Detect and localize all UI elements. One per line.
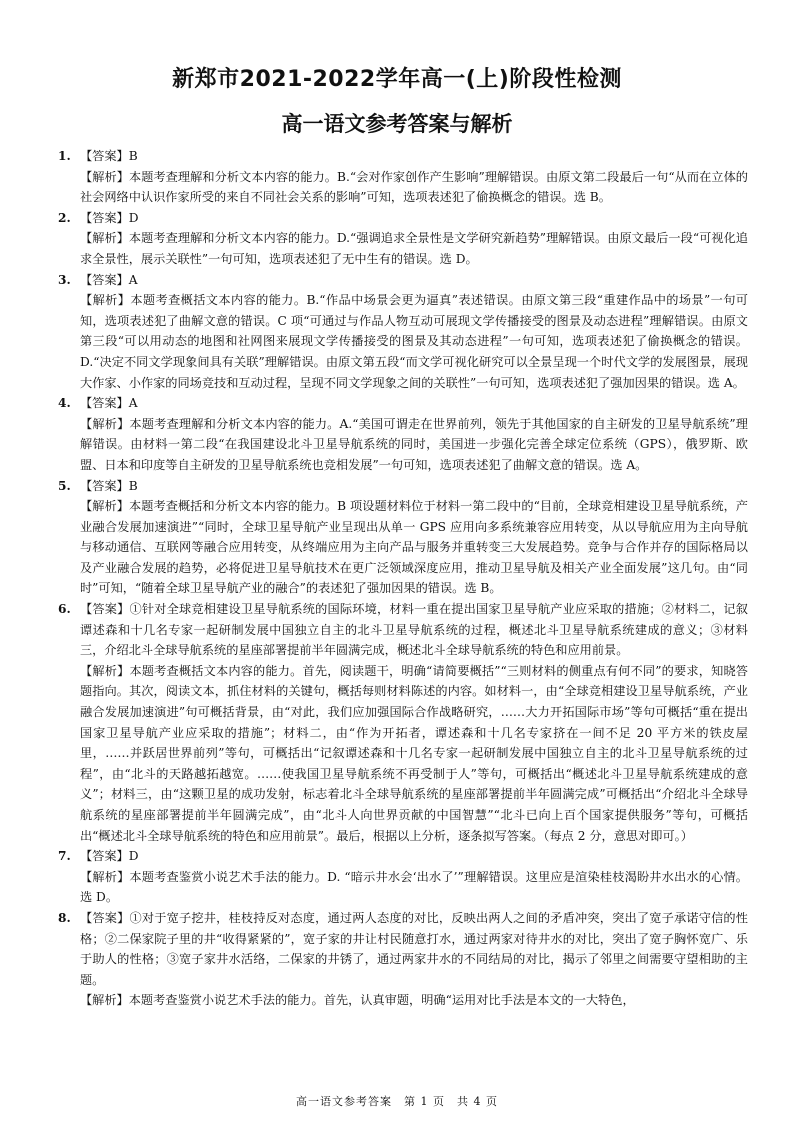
question-number: 1. [58,149,71,163]
explanation-text: 【解析】本题考查概括和分析文本内容的能力。B 项设题材料位于材料一第二段中的“目前，全球竞相建设卫星导航系统，产业融合发展加速演进”“同时，全球卫星导航产业呈现出从单一 GPS 应用向多系统兼容应用转变，从以导航应用为主向导航与移动通信、互联网等融合应用转变，从终端应用为主向产品与服务并重转变三大发展趋势。竞争与合作并存的国际格局以及产业融合发展的趋势，必将促进卫星导航技术在更广泛领域深度应用，推动卫星导航及相关产业全面发展”这几句。由“同时”可知，“随着全球卫星导航产业的融合”的表述犯了强加因果的错误。选 B。 [80,499,748,596]
answer-text: 【答案】B [80,149,138,163]
question-number: 6. [58,602,71,617]
explanation-text: 【解析】本题考查鉴赏小说艺术手法的能力。首先，认真审题，明确“运用对比手法是本文的一大特色， [80,993,635,1008]
question-number: 2. [58,210,71,225]
explanation-text: 【解析】本题考查概括文本内容的能力。B.“作品中场景会更为逼真”表述错误。由原文第三段“重建作品中的场景”一句可知，选项表述犯了曲解文意的错误。C 项“可通过与作品人物互动可展现文学传播接受的图景及动态进程”理解错误。由原文第三段“可以用动态的地图和社网图来展现文学传播接受的图景及其动态进程”一句可知，选项表述犯了偷换概念的错误。D.“决定不同文学现象间具有关联”理解错误。由原文第五段“而文学可视化研究可以全景呈现一个时代文学的发展图景，展现大作家、小作家的同场竞技和互动过程，呈现不同文学现象之间的关联性”一句可知，选项表述犯了强加因果的错误。选 A。 [80,293,748,390]
answer-text: 【答案】D [80,849,139,864]
question-number: 3. [58,272,71,287]
answer-text: 【答案】①针对全球竞相建设卫星导航系统的国际环境，材料一重在提出国家卫星导航产业应采取的措施；②材料二，记叙谭述森和十几名专家一起研制发展中国独立自主的北斗卫星导航系统的过程，概述北斗卫星导航系统建成的意义；③材料三，介绍北斗全球导航系统的星座部署提前半年圆满完成，概述北斗全球导航系统的特色和应用前景。 [80,602,748,658]
question-number: 7. [58,849,71,864]
question-item-1 [58,146,748,208]
explanation-text: 【解析】本题考查概括文本内容的能力。首先，阅读题干，明确“请简要概括”“三则材料的侧重点有何不同”的要求，知晓答题指向。其次，阅读文本，抓住材料的关键句，概括每则材料陈述的内容。如材料一，由“全球竞相建设卫星导航系统，产业融合发展加速演进”句可概括背景，由“对此，我们应加强国际合作战略研究，……大力开拓国际市场”等句可概括“重在提出国家卫星导航产业应采取的措施”；材料二，由“作为开拓者，谭述森和十几名专家挤在一间不足 20 平方米的铁皮屋里，……并跃居世界前列”等句，可概括出“记叙谭述森和十几名专家一起研制发展中国独立自主的北斗卫星导航系统的过程”，由“北斗的天路越拓越宽。……使我国卫星导航系统不再受制于人”等句，可概括出“概述北斗卫星导航系统建成的意义”；材料三，由“这颗卫星的成功发射，标志着北斗全球导航系统的星座部署提前半年圆满完成”可概括出“介绍北斗全球导航系统的星座部署提前半年圆满完成”，由“北斗人向世界贡献的中国智慧”“北斗已向上百个国家提供服务”等句，可概括出“概述北斗全球导航系统的特色和应用前景”。最后，根据以上分析，逐条拟写答案。（每点 2 分，意思对即可。） [80,663,748,843]
answer-text: 【答案】A [80,272,138,287]
question-item-2 [58,208,748,270]
answer-list [58,146,748,1011]
document-subtitle: 高一语文参考答案与解析 [281,112,513,136]
question-number: 5. [58,478,71,493]
question-number: 8. [58,910,71,925]
explanation-text: 【解析】本题考查理解和分析文本内容的能力。B.“会对作家创作产生影响”理解错误。由原文第二段最后一句“从而在立体的社会网络中认识作家所受的来自不同社会关系的影响”可知，选项表述犯了偷换概念的错误。选 B。 [80,169,748,205]
question-item-6 [58,599,748,846]
question-item-8 [58,908,748,1011]
explanation-text: 【解析】本题考查鉴赏小说艺术手法的能力。D. “暗示井水会‘出水了’”理解错误。这里应是渲染桂枝渴盼井水出水的心情。选 D。 [80,869,748,905]
answer-text: 【答案】D [80,210,139,225]
question-item-4 [58,393,748,475]
explanation-text: 【解析】本题考查理解和分析文本内容的能力。A.“美国可谓走在世界前列，领先于其他国家的自主研发的卫星导航系统”理解错误。由材料一第二段“在我国建设北斗卫星导航系统的同时，美国进一步强化完善全球定位系统（GPS），俄罗斯、欧盟、日本和印度等自主研发的卫星导航系统也竞相发展”一句可知，选项表述犯了曲解文意的错误。选 A。 [80,416,748,472]
page-footer: 高一语文参考答案 第 1 页 共 4 页 [296,1095,498,1108]
question-item-5 [58,476,748,600]
answer-text: 【答案】A [80,396,138,411]
answer-text: 【答案】B [80,478,138,493]
explanation-text: 【解析】本题考查理解和分析文本内容的能力。D.“强调追求全景性是文学研究新趋势”理解错误。由原文最后一段“可视化追求全景性，展示关联性”一句可知，选项表述犯了无中生有的错误。选 D。 [80,231,748,266]
question-item-7 [58,846,748,908]
question-number: 4. [58,396,71,411]
document-title: 新郑市2021-2022学年高一(上)阶段性检测 [172,67,622,92]
question-item-3 [58,270,748,394]
answer-text: 【答案】①对于宽子挖井，桂枝持反对态度，通过两人态度的对比，反映出两人之间的矛盾冲突，突出了宽子承诺守信的性格；②二保家院子里的井“收得紧紧的”，宽子家的井让村民随意打水，通过两家对待井水的对比，突出了宽子胸怀宽广、乐于助人的性格；③宽子家井水活络，二保家的井锈了，通过两家井水的不同结局的对比，揭示了邻里之间需要守望相助的主题。 [80,910,748,987]
